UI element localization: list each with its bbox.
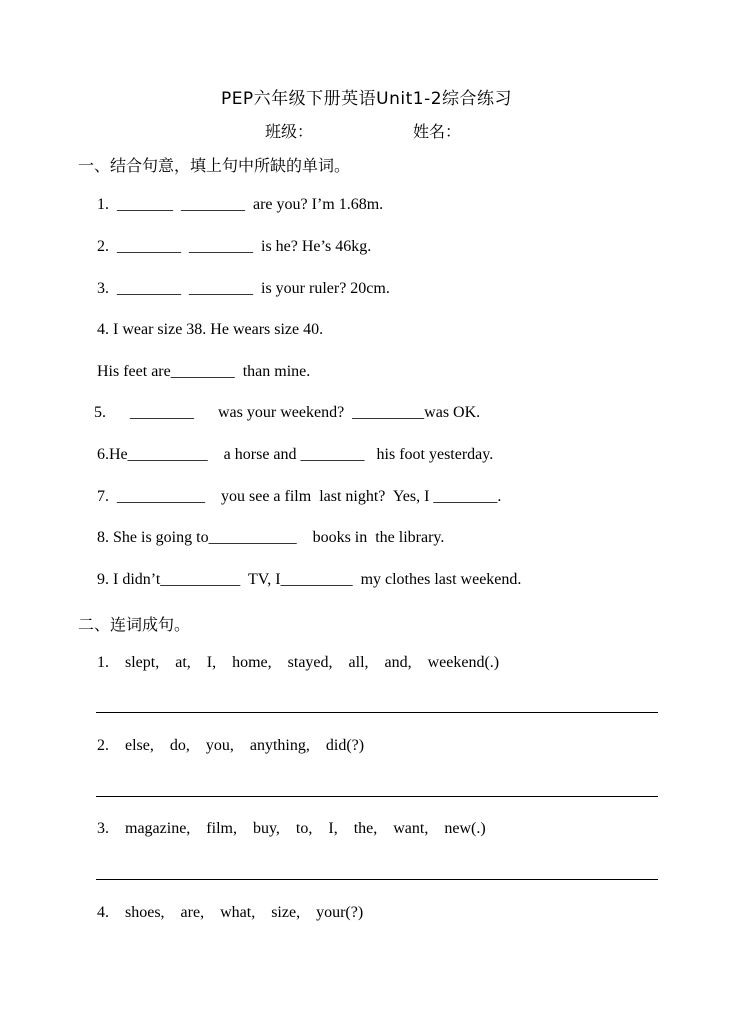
section-2-heading: 二、连词成句。 (78, 615, 191, 634)
question-5: 5. ________ was your weekend? _________was OK. (94, 404, 481, 421)
question-2: 2. ________ ________ is he? He’s 46kg. (97, 238, 372, 255)
name-label: 姓名： (413, 122, 462, 141)
question-4-continued: His feet are________ than mine. (97, 363, 311, 380)
question-1: 1. _______ ________ are you? I’m 1.68m. (97, 196, 384, 213)
question-3: 3. ________ ________ is your ruler? 20cm. (97, 280, 390, 297)
answer-line-2 (96, 796, 658, 797)
question-7: 7. ___________ you see a film last night? Yes, I ________. (97, 488, 502, 505)
question-6: 6.He__________ a horse and ________ his foot yesterday. (97, 446, 494, 463)
question-4: 4. I wear size 38. He wears size 40. (97, 321, 324, 338)
class-label: 班级： (265, 122, 314, 141)
answer-line-1 (96, 712, 658, 713)
reorder-question-1: 1. slept, at, I, home, stayed, all, and, weekend(.) (97, 654, 500, 671)
question-9: 9. I didn’t__________ TV, I_________ my clothes last weekend. (97, 571, 522, 588)
page-title: PEP六年级下册英语Unit1-2综合练习 (220, 89, 513, 109)
reorder-question-3: 3. magazine, film, buy, to, I, the, want, new(.) (97, 820, 486, 837)
question-8: 8. She is going to___________ books in the library. (97, 529, 445, 546)
reorder-question-2: 2. else, do, you, anything, did(?) (97, 737, 365, 754)
section-1-heading: 一、结合句意，填上句中所缺的单词。 (78, 156, 351, 175)
reorder-question-4: 4. shoes, are, what, size, your(?) (97, 904, 364, 921)
answer-line-3 (96, 879, 658, 880)
